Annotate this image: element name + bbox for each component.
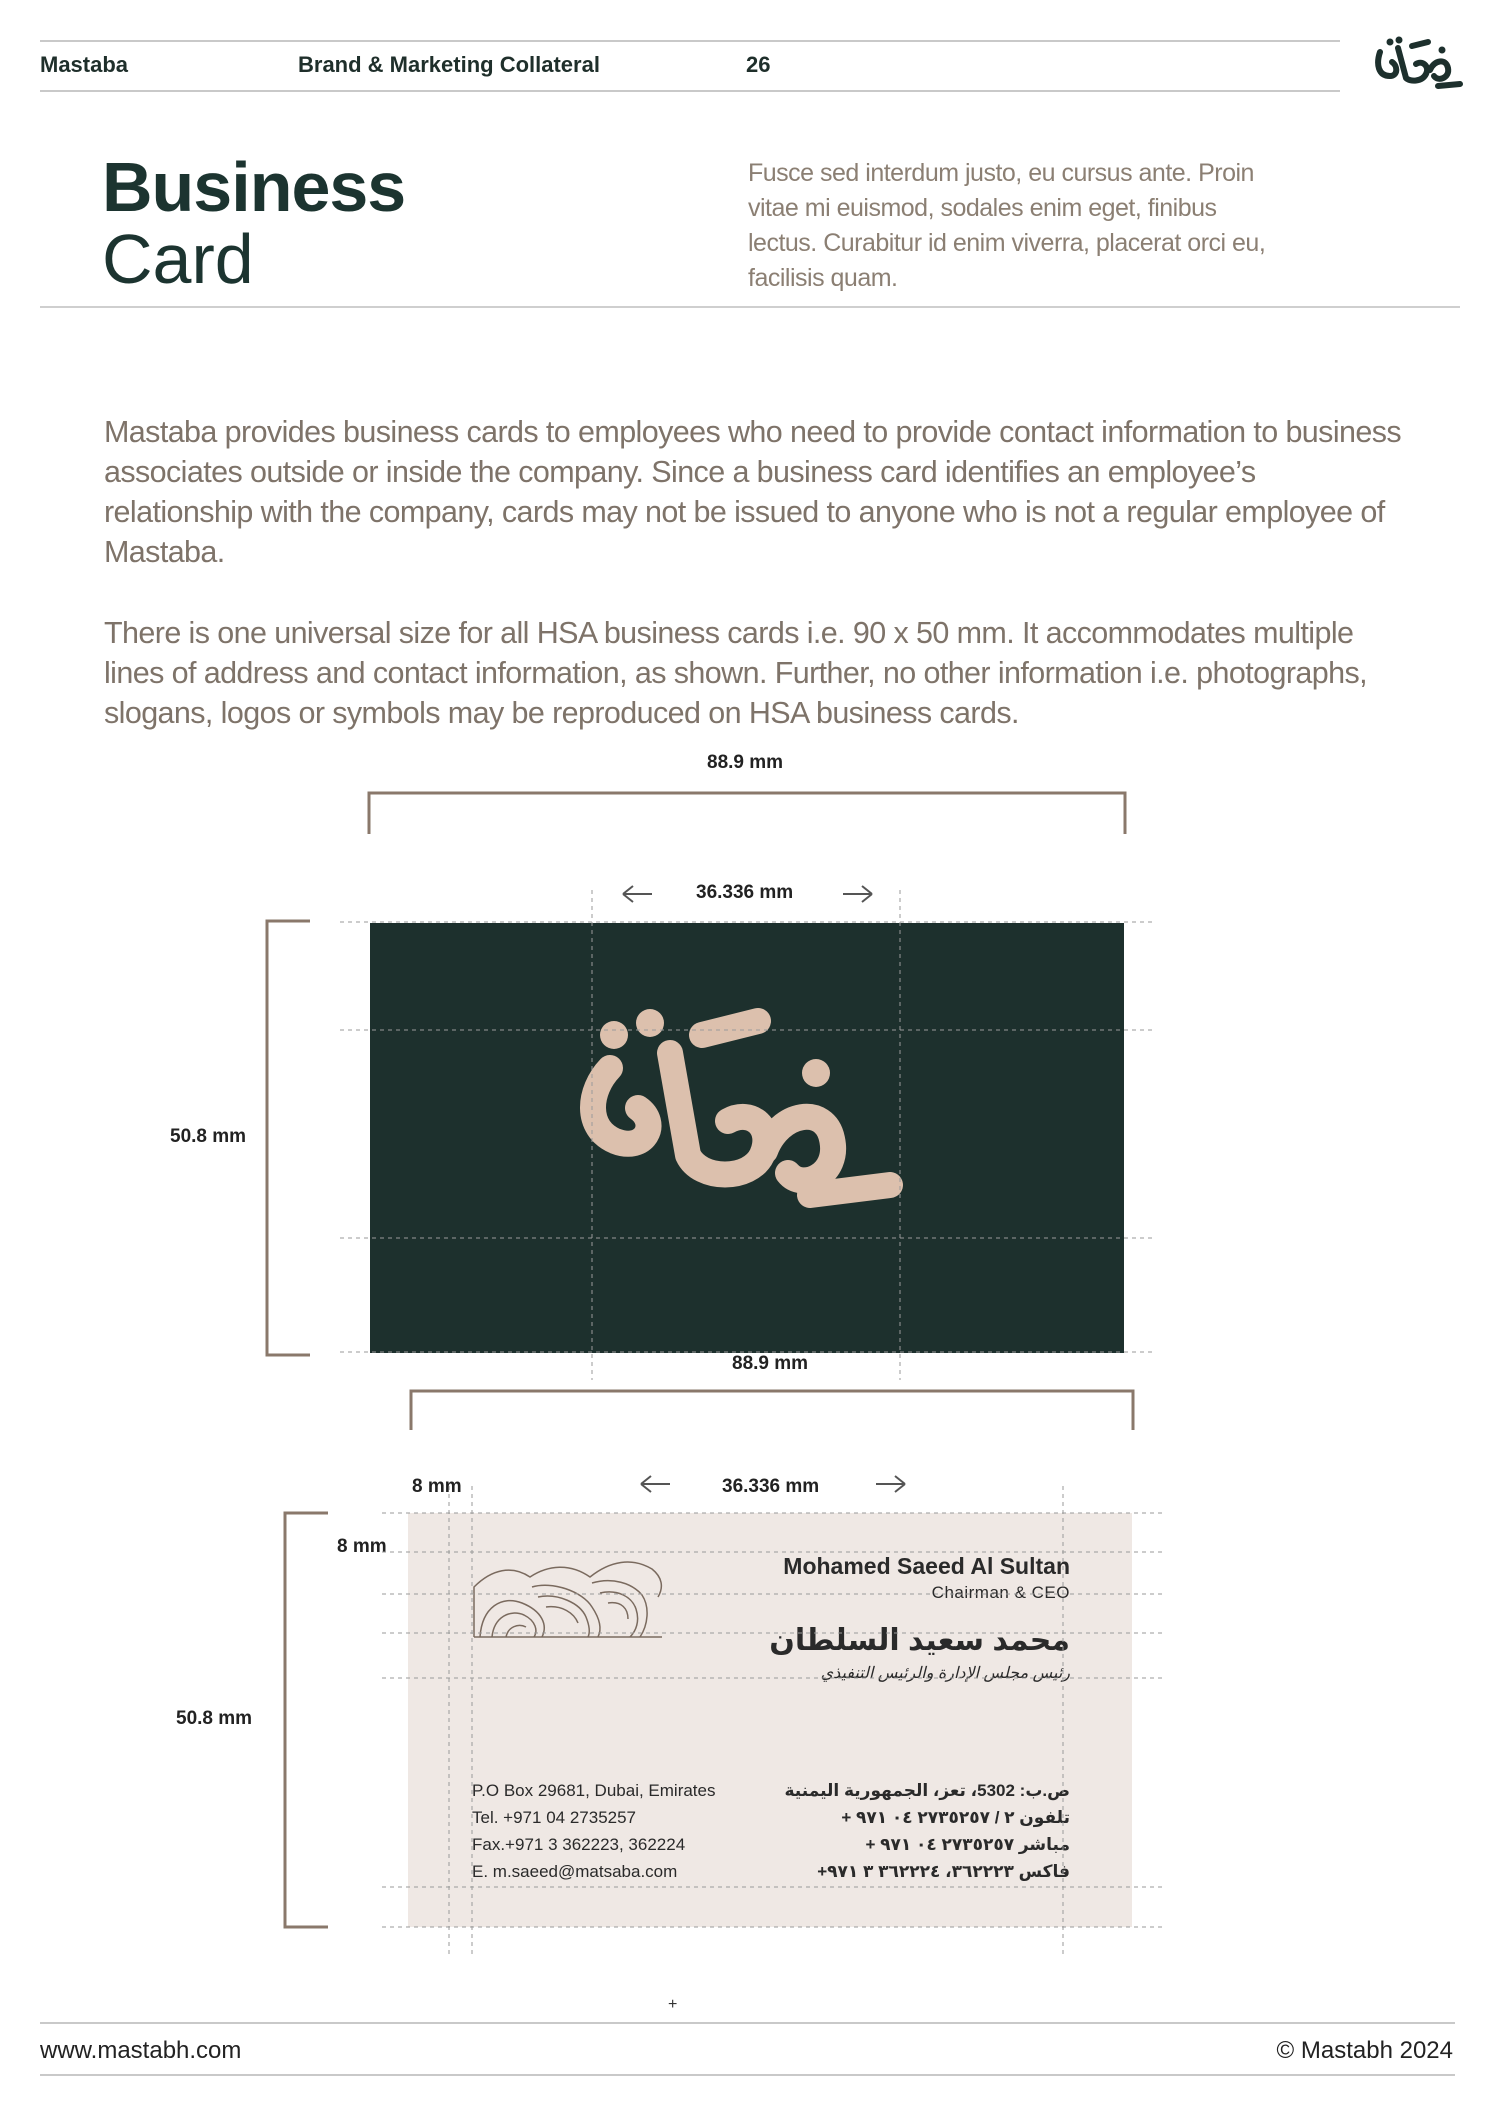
front-height-bracket (262, 918, 312, 1358)
footer-top-rule (40, 2022, 1455, 2024)
card-address-en (472, 1777, 716, 1885)
footer-copyright: © Mastabh 2024 (1276, 2037, 1453, 2064)
body-paragraph-2: There is one universal size for all HSA business cards i.e. 90 x 50 mm. It accommodates multiple lines of address and contact information, as shown. Further, no other information i.e. photographs, slogans, logos or symbols may be reproduced on HSA business cards. (104, 616, 1368, 730)
back-margin-y-label: 8 mm (337, 1536, 387, 1557)
header-top-rule (40, 40, 1340, 42)
card-role-en: Chairman & CEO (931, 1583, 1070, 1602)
front-logo-width-label: 36.336 mm (696, 882, 794, 903)
body-paragraph-1: Mastaba provides business cards to employees who need to provide contact information to business associates outside or inside the company. Since a business card identifies an employee’s relationship with the company, cards may not be issued to anyone who is not a regular employee of Mastaba. (104, 415, 1402, 569)
back-margin-x-label: 8 mm (412, 1476, 462, 1497)
card-address-ar-line: ص.ب: 5302، تعز، الجمهورية اليمنية (784, 1781, 1070, 1800)
footer-bottom-rule (40, 2074, 1455, 2076)
front-width-label: 88.9 mm (707, 752, 784, 773)
header-section: Brand & Marketing Collateral (298, 52, 600, 77)
header-bottom-rule (40, 90, 1340, 92)
card-address-en-line: E. m.saeed@matsaba.com (472, 1862, 678, 1881)
card-address-ar-line: مباشر ٢٧٣٥٢٥٧ ٠٤ ٩٧١ + (865, 1835, 1070, 1854)
card-name-ar: محمد سعيد السلطان (769, 1624, 1070, 1657)
card-address-en-line: P.O Box 29681, Dubai, Emirates (472, 1781, 716, 1800)
card-role-ar: رئيس مجلس الإدارة والرئيس التنفيذي (820, 1665, 1070, 1682)
title-divider (40, 306, 1460, 308)
mountain-line-art-icon (472, 1547, 667, 1639)
front-width-bracket (366, 790, 1128, 836)
card-address-ar-line: تلفون ٢ / ٢٧٣٥٢٥٧ ٠٤ ٩٧١ + (841, 1808, 1070, 1827)
header-page-number: 26 (746, 52, 771, 77)
footer-website[interactable]: www.mastabh.com (40, 2037, 242, 2064)
card-address-en-line: Fax.+971 3 362223, 362224 (472, 1835, 686, 1854)
intro-text: Fusce sed interdum justo, eu cursus ante. Proin vitae mi euismod, sodales enim eget, finibus lectus. Curabitur id enim viverra, placerat orci eu, facilisis quam. (748, 159, 1266, 292)
card-address-ar-line: فاكس ٣٦٢٢٢٣، ٣٦٢٢٢٤ ٣ ٩٧١+ (817, 1862, 1070, 1881)
front-bottom-width-label: 88.9 mm (732, 1353, 809, 1374)
business-card-back (408, 1513, 1132, 1927)
back-height-bracket (280, 1510, 330, 1930)
back-height-label: 50.8 mm (176, 1708, 253, 1729)
front-height-label: 50.8 mm (170, 1126, 247, 1147)
card-address-en-line: Tel. +971 04 2735257 (472, 1808, 637, 1827)
back-width-bracket (408, 1388, 1136, 1432)
header-brand: Mastaba (40, 52, 129, 77)
mastaba-arabic-logo-icon (1368, 30, 1463, 100)
card-address-ar (785, 1777, 1071, 1885)
card-name-en: Mohamed Saeed Al Sultan (783, 1553, 1070, 1579)
business-card-front (370, 923, 1124, 1353)
page-title-bold: Business (102, 148, 406, 226)
page-title-light: Card (102, 220, 254, 298)
mastaba-card-logo-icon (370, 923, 1124, 1353)
footer-center-mark: + (668, 1996, 678, 2013)
back-logo-width-label: 36.336 mm (722, 1476, 820, 1497)
